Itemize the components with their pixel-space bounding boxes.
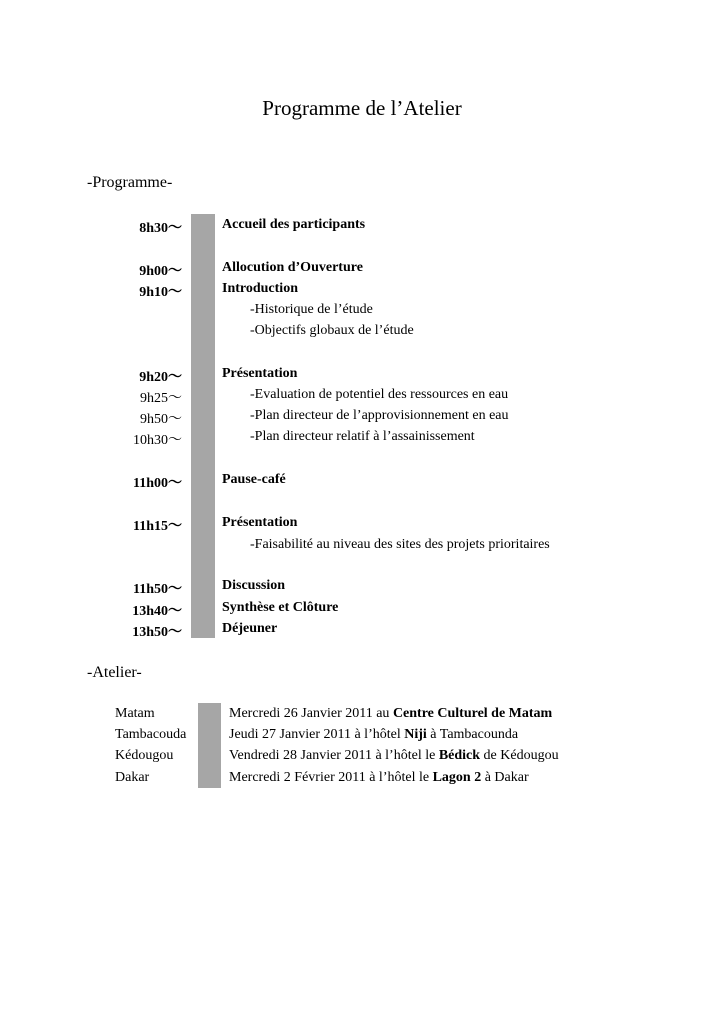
schedule-time: 9h20〜 <box>139 370 182 385</box>
atelier-description: Mercredi 2 Février 2011 à l’hôtel le Lagon 2 à Dakar <box>229 770 529 785</box>
schedule-subitem: -Evaluation de potentiel des ressources en eau <box>250 387 509 402</box>
schedule-item: Synthèse et Clôture <box>222 600 339 615</box>
schedule-item: Déjeuner <box>222 621 278 636</box>
schedule-item: Présentation <box>222 515 298 530</box>
schedule-time: 10h30〜 <box>133 433 182 448</box>
atelier-divider-bar <box>198 703 221 788</box>
schedule-time: 8h30〜 <box>139 221 182 236</box>
schedule-subitem: -Plan directeur de l’approvisionnement en eau <box>250 408 509 423</box>
schedule-item: Présentation <box>222 366 298 381</box>
atelier-venue: Centre Culturel de Matam <box>392 706 553 721</box>
schedule-item: Accueil des participants <box>222 217 366 232</box>
schedule-time: 11h00〜 <box>132 476 182 491</box>
page-title: Programme de l’Atelier <box>262 96 462 120</box>
atelier-venue: Lagon 2 <box>432 770 482 785</box>
schedule-time: 9h50〜 <box>140 412 182 427</box>
atelier-city: Kédougou <box>115 748 174 763</box>
schedule-time: 13h50〜 <box>132 625 182 640</box>
schedule-time: 13h40〜 <box>132 604 182 619</box>
schedule-time: 9h00〜 <box>139 264 182 279</box>
schedule-time: 9h10〜 <box>139 285 182 300</box>
schedule-time: 11h50〜 <box>132 582 182 597</box>
atelier-description: Mercredi 26 Janvier 2011 au Centre Culturel de Matam <box>229 706 553 721</box>
atelier-heading: -Atelier- <box>87 664 142 681</box>
schedule-time: 9h25〜 <box>140 391 182 406</box>
atelier-description: Vendredi 28 Janvier 2011 à l’hôtel le Bédick de Kédougou <box>229 748 559 763</box>
atelier-city: Dakar <box>115 770 150 785</box>
schedule-time: 11h15〜 <box>132 519 182 534</box>
schedule-subitem: -Plan directeur relatif à l’assainissement <box>250 429 475 444</box>
schedule-subitem: -Historique de l’étude <box>250 302 373 317</box>
atelier-venue: Niji <box>404 727 427 742</box>
atelier-venue: Bédick <box>438 748 481 763</box>
schedule-subitem: -Faisabilité au niveau des sites des projets prioritaires <box>250 537 550 552</box>
programme-divider-bar <box>191 214 215 638</box>
atelier-description: Jeudi 27 Janvier 2011 à l’hôtel Niji à Tambacounda <box>229 727 519 742</box>
atelier-city: Matam <box>115 706 155 721</box>
schedule-item: Allocution d’Ouverture <box>222 260 363 275</box>
schedule-item: Introduction <box>222 281 298 296</box>
schedule-subitem: -Objectifs globaux de l’étude <box>250 323 414 338</box>
programme-heading: -Programme- <box>87 174 173 191</box>
schedule-item: Pause-café <box>222 472 286 487</box>
atelier-city: Tambacouda <box>115 727 187 742</box>
schedule-item: Discussion <box>222 578 286 593</box>
